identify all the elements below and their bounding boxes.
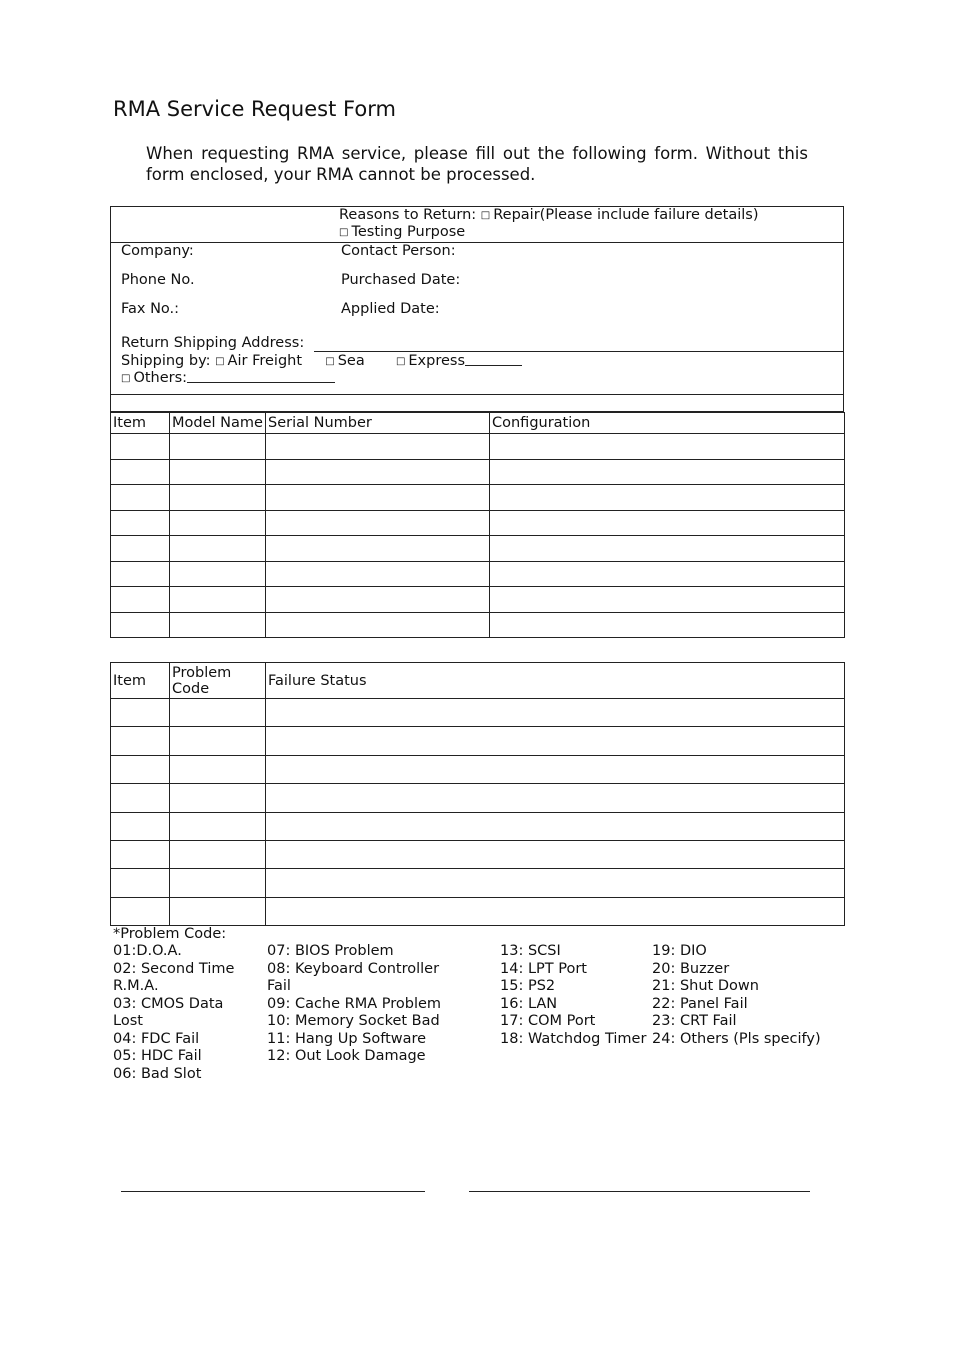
problem-code-item: 22: Panel Fail <box>652 995 748 1012</box>
items-header-row <box>111 413 845 434</box>
table-cell[interactable] <box>170 561 266 587</box>
failure-table <box>110 662 845 926</box>
table-cell[interactable] <box>266 485 490 511</box>
problem-code-item: 08: Keyboard Controller <box>267 960 440 977</box>
reason-testing: Testing Purpose <box>351 224 466 240</box>
table-row <box>111 784 845 812</box>
table-cell[interactable] <box>490 612 845 638</box>
table-row <box>111 536 845 562</box>
table-cell[interactable] <box>266 612 490 638</box>
table-row <box>111 869 845 897</box>
checkbox-sea[interactable]: □ <box>325 356 335 367</box>
table-cell[interactable] <box>111 699 170 727</box>
checkbox-repair[interactable]: □ <box>480 210 491 221</box>
header-model-name: Model Name <box>170 413 266 434</box>
table-cell[interactable] <box>266 812 845 840</box>
table-cell[interactable] <box>490 561 845 587</box>
applied-label: Applied Date: <box>341 301 440 317</box>
problem-code-item: 07: BIOS Problem <box>267 943 394 959</box>
table-cell[interactable] <box>111 755 170 783</box>
table-cell[interactable] <box>490 536 845 562</box>
problem-code-item: 17: COM Port <box>500 1013 596 1029</box>
reason-repair: Repair(Please include failure details) <box>493 207 759 223</box>
table-cell[interactable] <box>111 812 170 840</box>
shipping-sea: Sea <box>337 353 365 369</box>
table-cell[interactable] <box>266 869 845 897</box>
problem-code-item: 10: Memory Socket Bad <box>267 1013 440 1029</box>
table-cell[interactable] <box>111 897 170 925</box>
problem-code-item: 13: SCSI <box>500 943 561 959</box>
problem-code-item: 14: LPT Port <box>500 960 587 977</box>
items-table <box>110 412 845 638</box>
problem-code-item: Lost <box>113 1013 143 1029</box>
problem-code-item: 01:D.O.A. <box>113 943 182 959</box>
problem-code-item: 19: DIO <box>652 943 707 959</box>
problem-code-item: 20: Buzzer <box>652 960 730 977</box>
address-label: Return Shipping Address: <box>121 335 305 351</box>
table-cell[interactable] <box>170 699 266 727</box>
problem-code-column-1 <box>113 943 234 1083</box>
table-cell[interactable] <box>111 840 170 868</box>
problem-code-item: 04: FDC Fail <box>113 1030 200 1047</box>
table-row <box>111 561 845 587</box>
table-cell[interactable] <box>170 536 266 562</box>
table-cell[interactable] <box>490 510 845 536</box>
table-cell[interactable] <box>266 434 490 460</box>
table-row <box>111 612 845 638</box>
table-cell[interactable] <box>490 434 845 460</box>
problem-code-item: 12: Out Look Damage <box>267 1048 426 1064</box>
table-cell[interactable] <box>111 459 170 485</box>
problem-code-item: 05: HDC Fail <box>113 1048 202 1064</box>
header-problem-code: Problem Code <box>170 663 266 699</box>
table-cell[interactable] <box>111 612 170 638</box>
shipping-express: Express <box>408 353 466 369</box>
company-label: Company: <box>121 243 194 259</box>
shipping-label: Shipping by: <box>121 353 211 369</box>
table-row <box>111 459 845 485</box>
table-cell[interactable] <box>170 897 266 925</box>
checkbox-others[interactable]: □ <box>121 373 131 384</box>
problem-code-item: 23: CRT Fail <box>652 1013 737 1029</box>
table-cell[interactable] <box>170 434 266 460</box>
problem-code-column-3 <box>500 943 646 1048</box>
table-row <box>111 434 845 460</box>
table-row <box>111 727 845 755</box>
table-cell[interactable] <box>266 536 490 562</box>
table-cell[interactable] <box>170 784 266 812</box>
divider <box>110 394 844 395</box>
table-cell[interactable] <box>170 510 266 536</box>
phone-label: Phone No. <box>121 272 195 288</box>
header-configuration: Configuration <box>490 413 845 434</box>
problem-code-item: 06: Bad Slot <box>113 1065 202 1082</box>
table-cell[interactable] <box>111 727 170 755</box>
reasons-row <box>339 207 759 224</box>
checkbox-air[interactable]: □ <box>215 356 225 367</box>
table-cell[interactable] <box>170 485 266 511</box>
shipping-air: Air Freight <box>227 353 303 369</box>
problem-code-column-2 <box>267 943 441 1066</box>
table-row <box>111 840 845 868</box>
table-row <box>111 812 845 840</box>
table-cell[interactable] <box>266 587 490 613</box>
table-cell[interactable] <box>111 536 170 562</box>
problem-code-item: 18: Watchdog Timer <box>500 1030 647 1047</box>
problem-code-label: *Problem Code: <box>113 926 227 942</box>
table-cell[interactable] <box>170 812 266 840</box>
table-cell[interactable] <box>266 727 845 755</box>
table-row <box>111 510 845 536</box>
table-cell[interactable] <box>266 784 845 812</box>
table-cell[interactable] <box>111 784 170 812</box>
problem-code-item: Fail <box>267 978 291 994</box>
table-cell[interactable] <box>170 459 266 485</box>
checkbox-express[interactable]: □ <box>395 356 406 367</box>
reasons-row-2 <box>339 224 465 241</box>
table-cell[interactable] <box>266 897 845 925</box>
table-row <box>111 755 845 783</box>
shipping-others: Others: <box>133 370 188 386</box>
table-cell[interactable] <box>111 869 170 897</box>
contact-label: Contact Person: <box>341 243 456 259</box>
table-row <box>111 485 845 511</box>
table-cell[interactable] <box>266 755 845 783</box>
problem-code-column-4 <box>652 943 821 1048</box>
table-cell[interactable] <box>111 485 170 511</box>
others-line <box>187 370 335 383</box>
problem-code-item: 11: Hang Up Software <box>267 1030 427 1047</box>
problem-code-item: 02: Second Time <box>113 960 235 977</box>
table-cell[interactable] <box>170 587 266 613</box>
header-failure-status: Failure Status <box>266 663 845 699</box>
table-cell[interactable] <box>111 587 170 613</box>
shipping-row <box>121 353 522 370</box>
page-title: RMA Service Request Form <box>113 97 396 121</box>
problem-code-item: R.M.A. <box>113 978 159 994</box>
table-cell[interactable] <box>170 840 266 868</box>
problem-code-item: 24: Others (Pls specify) <box>652 1030 821 1047</box>
header-item: Item <box>111 413 170 434</box>
problem-code-item: 09: Cache RMA Problem <box>267 995 442 1012</box>
signature-line-left <box>121 1191 425 1192</box>
problem-code-item: 15: PS2 <box>500 978 556 994</box>
purchased-label: Purchased Date: <box>341 272 461 288</box>
table-row <box>111 699 845 727</box>
table-cell[interactable] <box>170 755 266 783</box>
table-cell[interactable] <box>170 869 266 897</box>
table-cell[interactable] <box>266 510 490 536</box>
table-row <box>111 587 845 613</box>
table-cell[interactable] <box>266 561 490 587</box>
problem-code-item: 21: Shut Down <box>652 978 759 994</box>
others-row <box>121 370 335 387</box>
table-cell[interactable] <box>170 727 266 755</box>
table-cell[interactable] <box>266 840 845 868</box>
divider <box>110 242 844 243</box>
header-item: Item <box>111 663 170 699</box>
table-cell[interactable] <box>266 699 845 727</box>
express-line <box>465 353 522 366</box>
table-cell[interactable] <box>490 485 845 511</box>
table-row <box>111 897 845 925</box>
intro-text: When requesting RMA service, please fill out the following form. Without this form enclosed, your RMA cannot be processed. <box>146 144 808 184</box>
fax-label: Fax No.: <box>121 301 180 317</box>
table-cell[interactable] <box>490 459 845 485</box>
header-serial-number: Serial Number <box>266 413 490 434</box>
address-line <box>314 351 844 352</box>
signature-line-right <box>469 1191 810 1192</box>
table-cell[interactable] <box>111 510 170 536</box>
problem-code-item: 16: LAN <box>500 995 558 1012</box>
checkbox-testing[interactable]: □ <box>339 227 349 238</box>
problem-code-item: 03: CMOS Data <box>113 995 224 1012</box>
failure-header-row <box>111 663 845 699</box>
table-cell[interactable] <box>170 612 266 638</box>
table-cell[interactable] <box>490 587 845 613</box>
table-cell[interactable] <box>111 561 170 587</box>
table-cell[interactable] <box>111 434 170 460</box>
reasons-label: Reasons to Return: <box>339 207 477 223</box>
table-cell[interactable] <box>266 459 490 485</box>
